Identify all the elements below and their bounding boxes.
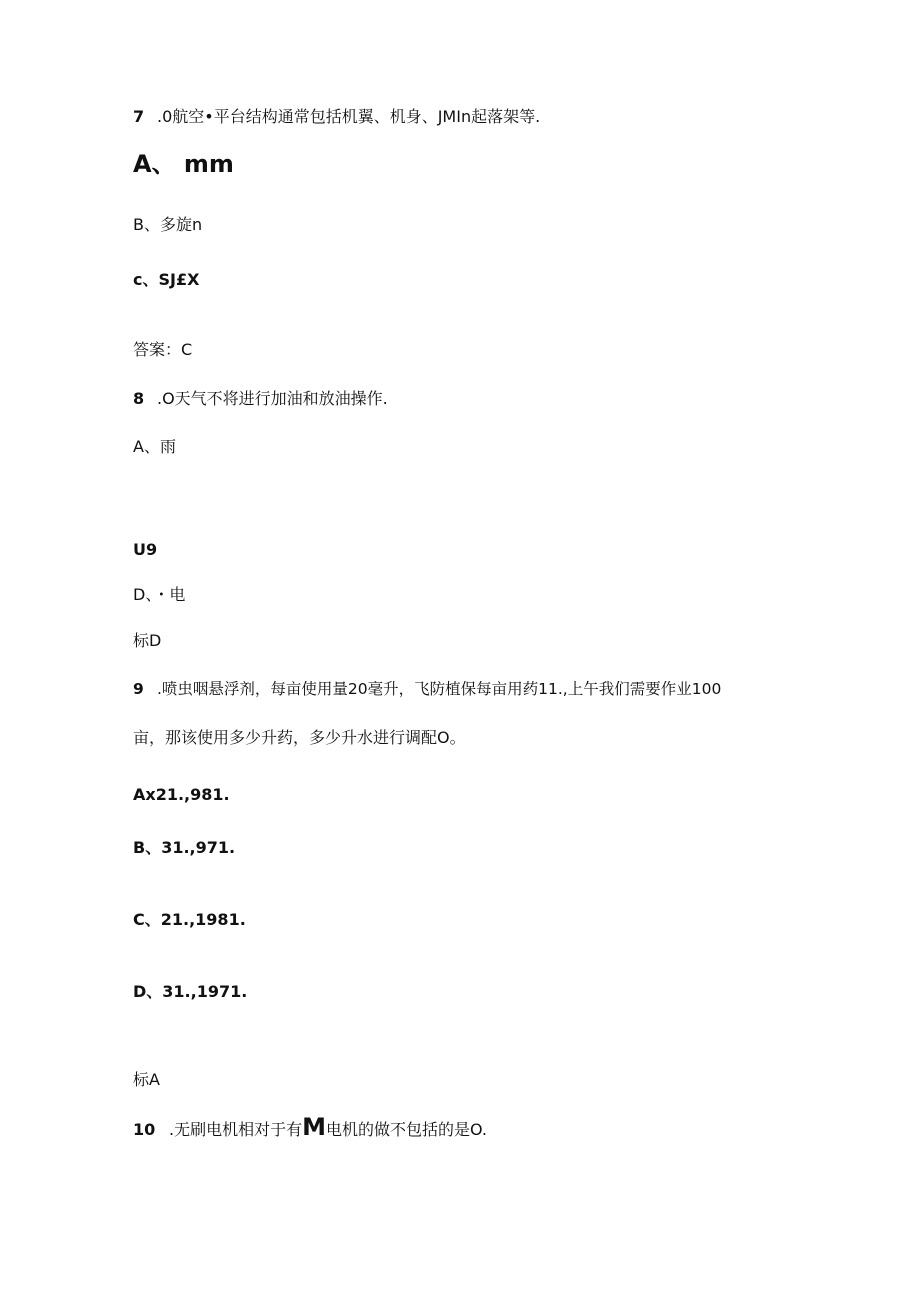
question-10 — [133, 1113, 488, 1141]
option-a: A、 mm — [133, 150, 234, 178]
question-9 — [133, 679, 721, 699]
answer: 答案：C — [133, 340, 193, 359]
question-text-large-glyph: M — [302, 1113, 326, 1141]
question-text-line1: .喷虫咽悬浮剂，每亩使用量20毫升，飞防植保每亩用药11.,上午我们需要作业100 — [157, 680, 722, 698]
option-u: U9 — [133, 540, 158, 559]
option-d: D、・电 — [133, 585, 186, 604]
question-text-before: .无刷电机相对于有 — [169, 1120, 303, 1139]
question-8 — [133, 389, 388, 409]
question-number: 9 — [133, 680, 144, 698]
option-c: C、21.,1981. — [133, 910, 246, 929]
question-number: 7 — [133, 107, 145, 126]
option-c: c、SJ£X — [133, 270, 200, 289]
option-d: D、31.,1971. — [133, 982, 248, 1001]
question-text: .0航空•平台结构通常包括机翼、机身、JMIn起落架等. — [157, 107, 541, 126]
answer: 标A — [133, 1070, 160, 1089]
option-a: Ax21.,981. — [133, 785, 230, 804]
answer: 标D — [133, 631, 162, 650]
question-text-after: 电机的做不包括的是O. — [325, 1120, 488, 1139]
question-text-line2: 亩，那该使用多少升药，多少升水进行调配O。 — [133, 728, 466, 747]
question-number: 8 — [133, 389, 145, 408]
option-b: B、31.,971. — [133, 838, 236, 857]
option-b: B、多旋n — [133, 215, 203, 234]
question-number: 10 — [133, 1120, 156, 1139]
question-text: .O天气不将进行加油和放油操作. — [157, 389, 388, 408]
option-a: A、雨 — [133, 437, 176, 456]
question-7 — [133, 107, 540, 127]
